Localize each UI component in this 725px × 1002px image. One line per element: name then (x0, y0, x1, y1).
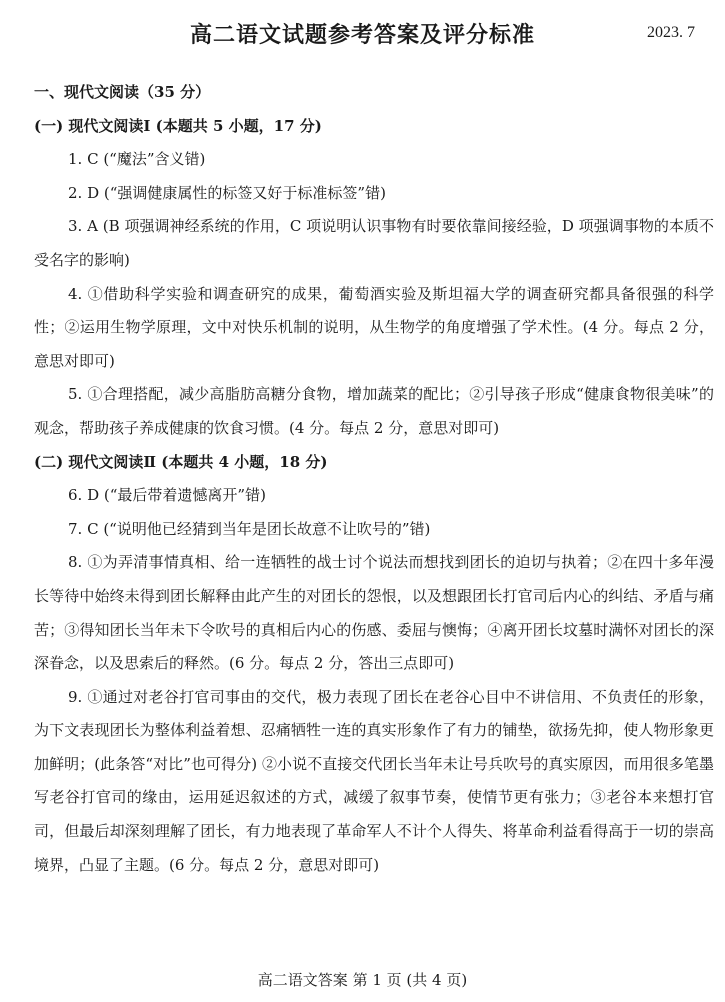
answer-content (34, 76, 714, 882)
answer-item-9: 9. ①通过对老谷打官司事由的交代，极力表现了团长在老谷心目中不讲信用、不负责任的形象，为下文表现团长为整体利益着想、忍痛牺牲一连的真实形象作了有力的铺垫，欲扬先抑，使人物形象更加鲜明；(此条答“对比”也可得分) ②小说不直接交代团长当年未让号兵吹号的真实原因，而用很多笔墨写老谷打官司的缘由，运用延迟叙述的方式，减缓了叙事节奏，使情节更有张力；③老谷本来想打官司，但最后却深刻理解了团长，有力地表现了革命军人不计个人得失、将革命利益看得高于一切的崇高境界，凸显了主题。(6 分。每点 2 分，意思对即可) (34, 687, 714, 874)
header (0, 18, 725, 48)
page-footer: 高二语文答案 第 1 页 (共 4 页) (257, 971, 468, 989)
page-title: 高二语文试题参考答案及评分标准 (189, 22, 535, 48)
answer-item-3: 3. A (B 项强调神经系统的作用，C 项说明认识事物有时要依靠间接经验，D 项强调事物的本质不受名字的影响) (34, 217, 714, 269)
part-heading-reading-1: (一) 现代文阅读Ⅰ (本题共 5 小题，17 分) (34, 116, 322, 135)
answer-item-6: 6. D (“最后带着遗憾离开”错) (68, 486, 266, 505)
answer-item-1: 1. C (“魔法”含义错) (68, 150, 206, 169)
answer-item-5: 5. ①合理搭配，减少高脂肪高糖分食物，增加蔬菜的配比；②引导孩子形成“健康食物很美味”的观念，帮助孩子养成健康的饮食习惯。(4 分。每点 2 分，意思对即可) (34, 385, 714, 437)
answer-item-8: 8. ①为弄清事情真相、给一连牺牲的战士讨个说法而想找到团长的迫切与执着；②在四十多年漫长等待中始终未得到团长解释由此产生的对团长的怨恨，以及想跟团长打官司后内心的纠结、矛盾与痛苦；③得知团长当年未下令吹号的真相后内心的伤感、委屈与懊悔；④离开团长坟墓时满怀对团长的深深眷念，以及思索后的释然。(6 分。每点 2 分，答出三点即可) (34, 553, 714, 673)
answer-item-4: 4. ①借助科学实验和调查研究的成果，葡萄酒实验及斯坦福大学的调查研究都具备很强的科学性；②运用生物学原理，文中对快乐机制的说明，从生物学的角度增强了学术性。(4 分。每点 2 分，意思对即可) (34, 284, 714, 370)
section-heading-modern-reading: 一、现代文阅读（35 分） (34, 83, 211, 101)
answer-item-2: 2. D (“强调健康属性的标签又好于标准标签”错) (68, 183, 386, 202)
answer-item-7: 7. C (“说明他已经猜到当年是团长故意不让吹号的”错) (68, 519, 431, 538)
exam-date: 2023. 7 (647, 24, 695, 41)
part-heading-reading-2: (二) 现代文阅读Ⅱ (本题共 4 小题，18 分) (34, 452, 328, 471)
